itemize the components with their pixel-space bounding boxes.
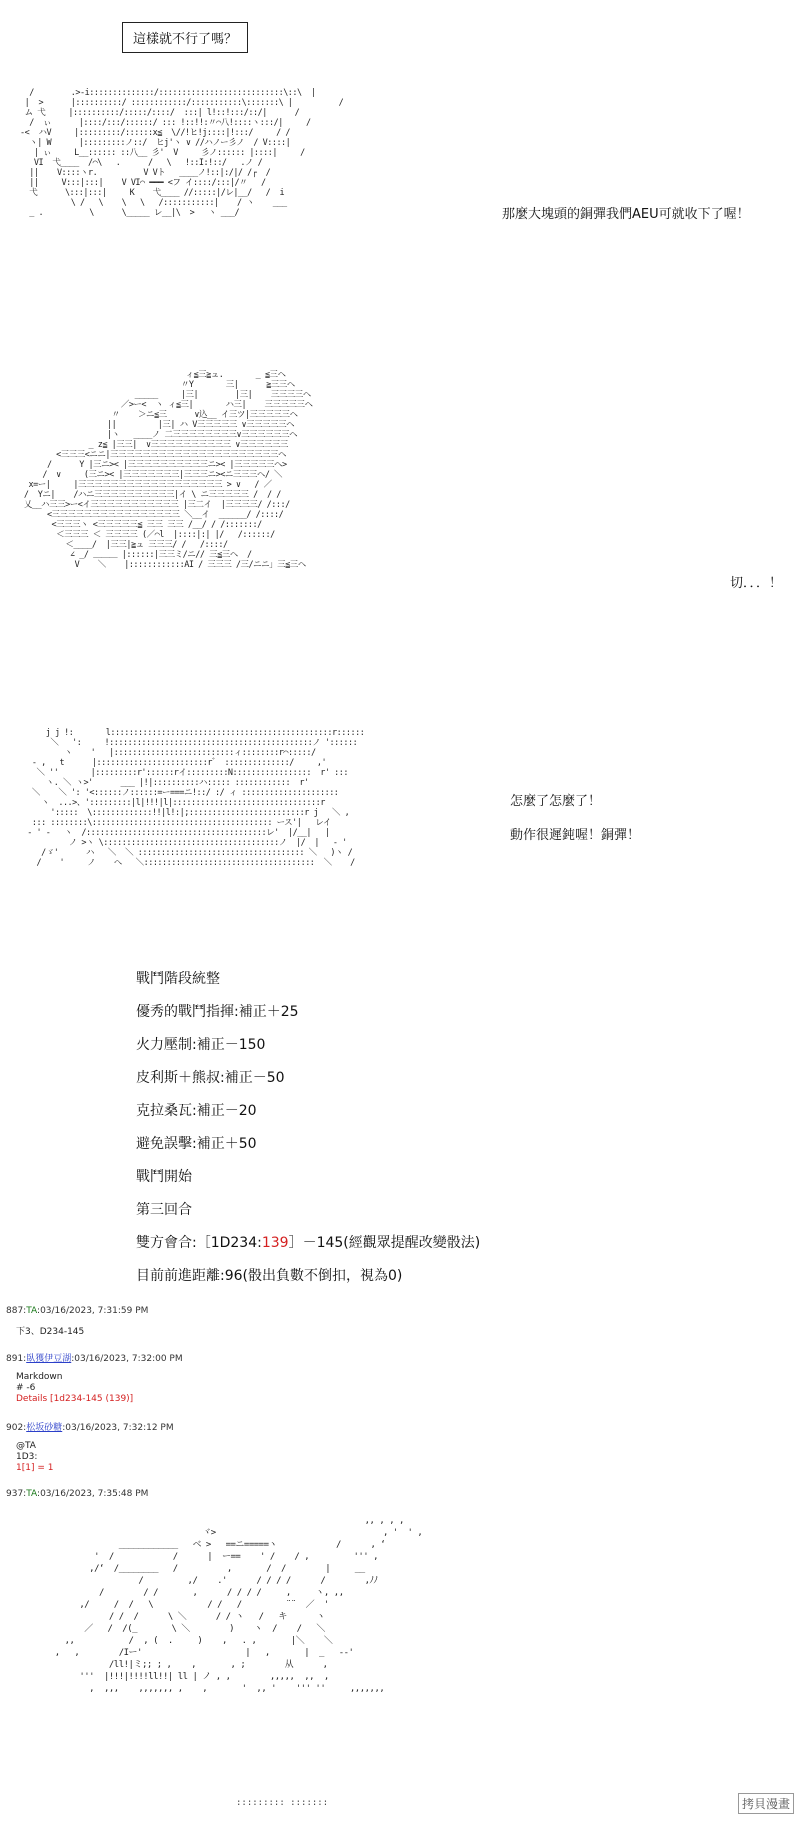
post-author[interactable]: 臥獲伊豆湖 (26, 1354, 72, 1364)
stat-avoid: 避免誤擊:補正＋50 (136, 1136, 257, 1152)
speech-box (122, 22, 248, 53)
art-row: / ,/ .' / / / / / ,ﾉﾉ (40, 1576, 403, 1586)
post-number: 937: (6, 1489, 27, 1499)
ascii-art-panel-2 (10, 370, 329, 570)
art-row: '::::: \:::::::::::::!!|l!:|;:::::::::::::::::::::::::r j ＼ , (18, 808, 359, 818)
art-row: -< ハV |:::::::::/::::::x≦ \//!ヒ!j::::|!:::/ / / (20, 128, 350, 138)
dice-prefix: 雙方會合:［1D234: (136, 1235, 262, 1251)
round-label: 第三回合 (136, 1202, 192, 1218)
art-row: ,/ / / \ / / / ¨¨ ／ ' (40, 1600, 339, 1610)
distance-line: 目前前進距離:96(骰出負數不倒扣，視為0) (136, 1268, 403, 1284)
watermark: 拷貝漫畫 (738, 1793, 794, 1814)
art-row: / .>-i::::::::::::::/:::::::::::::::::::::::::::\::\ | (20, 88, 362, 98)
dice-suffix: ］－145(經觀眾提醒改變骰法) (288, 1235, 481, 1251)
art-row: ＜____/ |三三|≧ュ 三三三/ / /::::/ (10, 540, 320, 550)
art-row: || V:::|:::| V VI⌒ ━━━ <フ イ::::/:::|/〃 / (20, 178, 345, 188)
art-row: ／ / /(_ \ ＼ ) ヽ / / ＼ (40, 1624, 350, 1634)
art-row: ∠ _/ ＿＿＿ |::::::|三三ミ/ニ// 三≦三ヘ / (10, 550, 317, 560)
art-row: \ / \ \ \ /:::::::::::| / ヽ ___ (20, 198, 338, 208)
art-row: ,, / , ( . ) , . , |＼ ＼ (40, 1636, 358, 1646)
ascii-art-panel-1 (20, 88, 362, 218)
dice-line (136, 1232, 480, 1252)
post-number: 891: (6, 1354, 27, 1364)
post-date: :03/16/2023, 7:35:48 PM (37, 1489, 149, 1499)
art-row: _____ |三| |三| 三三三三ヘ (10, 390, 330, 400)
art-row: 弋 \:::|:::| K 弋____ //:::::|/レ|__/ / i (20, 188, 345, 198)
narration-slow: 動作很遲鈍喔！銅彈！ (510, 828, 641, 843)
art-row: <三三三<ニニ|三三三三三三三三三三三三三三三三三三三三三ヘ (10, 450, 305, 460)
post-date: :03/16/2023, 7:31:59 PM (37, 1306, 149, 1316)
art-row: / / / \ ＼ / / ヽ / キ ヽ (40, 1612, 360, 1622)
art-row: / ' ノ へ ＼::::::::::::::::::::::::::::::::::::: ＼ / (18, 858, 374, 868)
art-row: ,, , , , (40, 1516, 419, 1526)
post-body (16, 1441, 53, 1474)
narration-what: 怎麼了怎麼了！ (510, 794, 602, 809)
art-row: _ z≦ |三三| ∨三三三三三三三三三三 ∨三三三三三三 (10, 440, 298, 450)
art-row: ''' |!!!|!!!!ll!!| ll | ノ , , ,,,,, ,, , (40, 1672, 349, 1682)
art-row: |ヽ ____ノ 二三三三三三三三三∨三三三三三三ヘ (10, 430, 316, 440)
stat-firepower: 火力壓制:補正－150 (136, 1037, 266, 1053)
art-row: ヽ ' |::::::::::::::::::::::::::ィ::::::::r⌒:::::/ (18, 748, 353, 758)
art-row: / / / , / / / / , ヽ, ,, (40, 1588, 364, 1598)
art-row: ヽ ...>、':::::::::|l|!!!|l|::::::::::::::::::::::::::::::::r (18, 798, 344, 808)
art-row: ____________ ベ > ==ニ=====ヽ / , ‘ (40, 1540, 415, 1550)
art-row: <三三三三三三三三三三三三三三三三 ＼__イ ______/ /::::/ (10, 510, 307, 520)
post-author[interactable]: 松坂砂糖 (26, 1423, 63, 1433)
art-row: <三三三ヽ <三三三三三≦ 三三 三三 /__/ / /:::::::/ (10, 520, 308, 530)
narration-cut: 切．．．！ (730, 576, 783, 591)
dice-result: Details [1d234-145 (139)] (16, 1394, 134, 1404)
art-row: ノ >ヽ \::::::::::::::::::::::::::::::::::::::ノ |/ | - ' (18, 838, 361, 848)
art-row: , ,,, ,,,,,,, , , ' ,, ' ''' '' ,,,,,,, (40, 1684, 414, 1694)
post-date: :03/16/2023, 7:32:12 PM (62, 1423, 174, 1433)
art-row: V ＼ |::::::::::::AI / 三三三 /三/ニニ」三≦三ヘ (10, 560, 320, 570)
stat-header: 戰鬥階段統整 (136, 971, 220, 987)
art-row: 〃Y 三| ≧三三ヘ (10, 380, 328, 390)
art-row: || V::::ヽr. V Vト ____ノ!::|:/|/ /┌ / (20, 168, 345, 178)
art-row: ＼ ': !::::::::::::::::::::::::::::::::::::::::::::ノ ':::::: (18, 738, 381, 748)
art-row: ヽ| W |:::::::::ノ::/ ヒj'ヽ ∨ //ハノー彡ノ / V::::| (20, 138, 346, 148)
art-row: ィ≦三≧ュ. _ ≦三ヘ (10, 370, 318, 380)
dice-result: 1[1] = 1 (16, 1463, 54, 1473)
art-row: j j !: l::::::::::::::::::::::::::::::::::::::::::::::::r:::::: (18, 728, 393, 738)
post-author[interactable]: TA (26, 1306, 38, 1316)
ascii-art-panel-3 (18, 728, 392, 868)
post-line: @TA (16, 1441, 36, 1451)
stat-piris: 皮利斯＋熊叔:補正－50 (136, 1070, 285, 1086)
art-row: ,/‘ /________ / , / / | __ (40, 1564, 395, 1574)
ascii-art-final (40, 1515, 432, 1695)
art-row: - , t |::::::::::::::::::::::::r゛ ::::::::::::::/ ,' (18, 758, 340, 768)
battle-start: 戰鬥開始 (136, 1169, 192, 1185)
art-row: | ぃ L__:::::: ::八__ 彡' V 彡ノ:::::: |::::| / (20, 148, 351, 158)
post-body (16, 1327, 84, 1338)
art-row: ::: ::::::::\::::::::::::::::::::::::::::::::::::::: ース'| レイ (18, 818, 350, 828)
art-row: | > |::::::::::/ ::::::::::::/:::::::::::\:::::::\ | / (20, 98, 353, 108)
post-line: 1D3: (16, 1452, 38, 1462)
art-row: ＼ ＼ ': '<::::::ノ::::::=ー===ニ!::/ :/ ィ ::::::::::::::::::::: (18, 788, 362, 798)
post-header (6, 1306, 148, 1316)
art-row: /ll!|ミ;; ; , , , ; 从 , (40, 1660, 343, 1670)
art-row: ヽ. ＼ ヽ>' ___ |!|::::::::::ハ::::: :::::::::::: r' (18, 778, 351, 788)
art-row: || |三| ハ V三三三三三 ∨三三三三三ヘ (10, 420, 318, 430)
post-number: 887: (6, 1306, 27, 1316)
post-body (16, 1372, 133, 1405)
post-author[interactable]: TA (26, 1489, 38, 1499)
art-row: VI 弋____ /⌒\ . / \ !::I:!::/ .ノ / (20, 158, 327, 168)
bottom-dots: ::::::::: ::::::: (236, 1798, 329, 1808)
art-row: ム 弋 |::::::::::/:::::/::::/ :::| l!::!:::/::/| / (20, 108, 355, 118)
post-line: Markdown (16, 1372, 63, 1382)
art-row: - ' - ヽ /:::::::::::::::::::::::::::::::::::::::レ' |/__| | (18, 828, 348, 838)
art-row: ヾ> , ' ' , (40, 1528, 433, 1538)
stat-command: 優秀的戰鬥指揮:補正＋25 (136, 1004, 299, 1020)
art-row: / Y |三ニ>< |三三三三三三三三三三ニ>< |三三三三三ヘ> (10, 460, 301, 470)
post-header (6, 1489, 148, 1499)
art-row: / Yニ| /ハニ三三三三三三三三三三|イ \ ニ三三三三三 / / / (10, 490, 304, 500)
post-header (6, 1420, 174, 1433)
art-row: ／>ー< ヽ ィ≦三| ハ三| 三三三三三ヘ (10, 400, 327, 410)
art-row: , , /Iー' | , | _ --' (40, 1648, 364, 1658)
art-row: x=ー| |三三三三三三三三三三三三三三三三三三 > ∨ / ／ (10, 480, 300, 490)
art-row: ' / / | ー== ' / / , ''' , (40, 1552, 388, 1562)
dice-roll: 139 (261, 1235, 289, 1251)
art-row: _ . \ \_____ レ__|\ > ヽ ___/ (20, 208, 337, 218)
post-date: :03/16/2023, 7:32:00 PM (71, 1354, 183, 1364)
speech-text: 這樣就不行了嗎？ (133, 32, 238, 47)
post-number: 902: (6, 1423, 27, 1433)
art-row: /ゞ' ハ ＼ ＼ :::::::::::::::::::::::::::::::::::: ＼ )ヽ / (18, 848, 367, 858)
art-row: ＜三三三 ＜ 三三三三 (／⌒l |::::|:| |/ /::::::/ (10, 530, 321, 540)
narration-aeu: 那麼大塊頭的銅彈我們AEU可就收下了喔！ (502, 207, 750, 222)
art-row: / ぃ |::::/:::/::::::/ ::: !::!!:〃⌒八!::::ヽ:::/| / (20, 118, 353, 128)
stat-claswa: 克拉桑瓦:補正－20 (136, 1103, 257, 1119)
post-header (6, 1351, 183, 1364)
art-row: ＼ '' |:::::::::r'::::::rイ:::::::::N::::::::::::::::: r' ::: (18, 768, 367, 778)
post-line: 下3、D234-145 (16, 1327, 85, 1337)
art-row: 乂__ハ三三>ー<イ三三三三三三三三三三三 |三二イ |三三三三/ /:::/ (10, 500, 304, 510)
art-row: / ∨ (三ニ>< |三三三三三三三|三三三ニ><ニ三三三ヘ/ ＼ (10, 470, 287, 480)
art-row: 〃 ＞ニ≦三 ∨込__ イ三ツ|三三三三三ヘ (10, 410, 312, 420)
post-line: # -6 (16, 1383, 36, 1393)
